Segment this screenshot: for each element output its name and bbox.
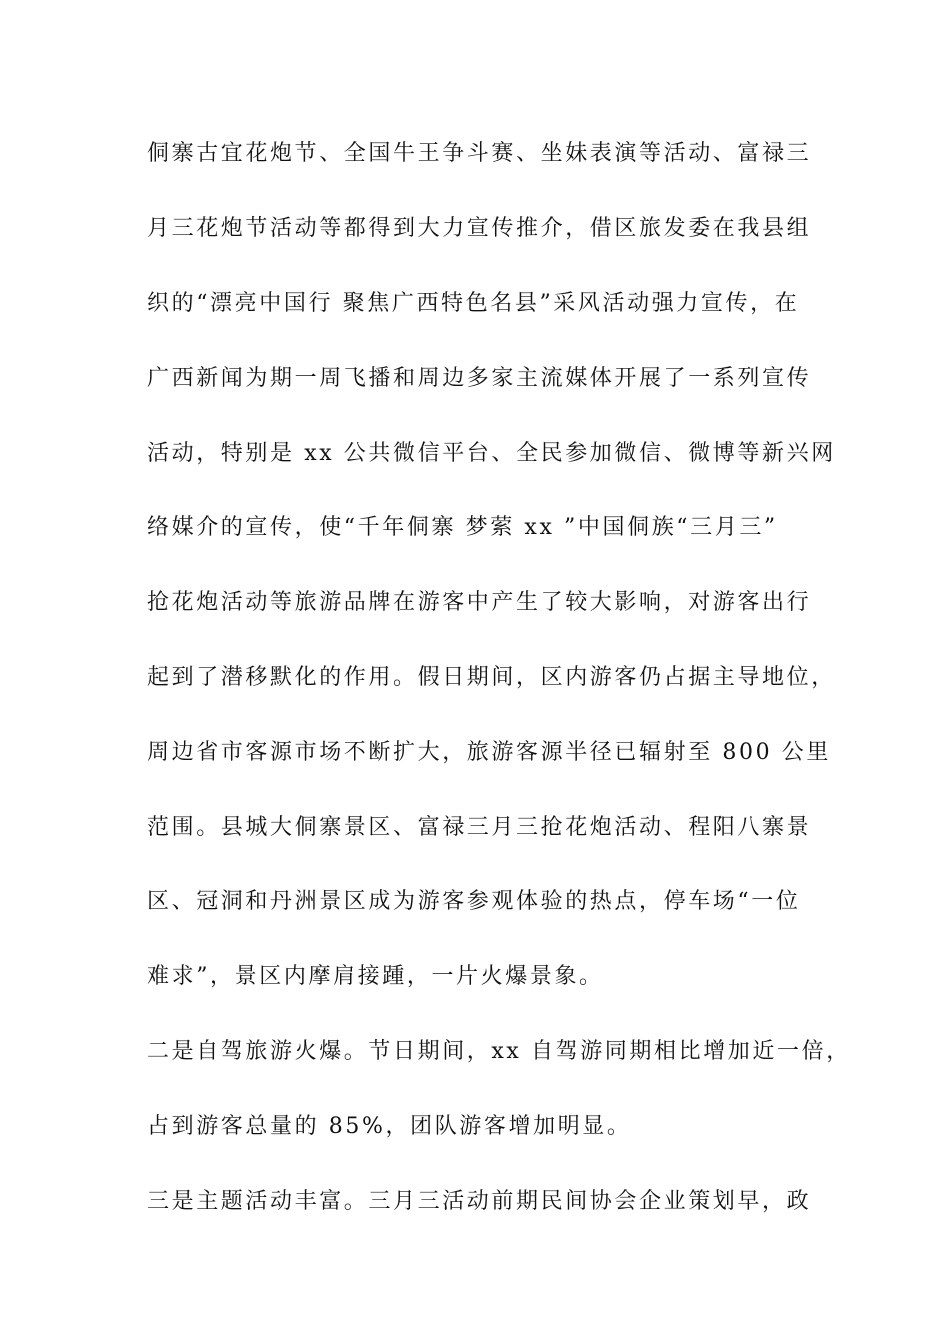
body-text-line: 三是主题活动丰富。三月三活动前期民间协会企业策划早，政 [147,1189,812,1214]
body-text-line: 起到了潜移默化的作用。假日期间，区内游客仍占据主导地位， [147,665,836,690]
body-text-line: 难求”，景区内摩肩接踵，一片火爆景象。 [147,964,604,989]
body-text-line: 二是自驾旅游火爆。节日期间，xx 自驾游同期相比增加近一倍， [147,1039,851,1064]
body-text-line: 广西新闻为期一周飞播和周边多家主流媒体开展了一系列宣传 [147,366,812,391]
body-text-line: 活动，特别是 xx 公共微信平台、全民参加微信、微博等新兴网 [147,441,836,466]
body-text-line: 周边省市客源市场不断扩大，旅游客源半径已辐射至 800 公里 [147,740,831,765]
body-text-line: 络媒介的宣传，使“千年侗寨 梦萦 xx ”中国侗族“三月三” [147,515,778,540]
body-text-line: 织的“漂亮中国行 聚焦广西特色名县”采风活动强力宣传，在 [147,291,800,316]
body-text-line: 区、冠洞和丹洲景区成为游客参观体验的热点，停车场“一位 [147,889,801,914]
body-text-line: 月三花炮节活动等都得到大力宣传推介，借区旅发委在我县组 [147,216,812,241]
body-text-line: 范围。县城大侗寨景区、富禄三月三抢花炮活动、程阳八寨景 [147,815,812,840]
body-text-line: 抢花炮活动等旅游品牌在游客中产生了较大影响，对游客出行 [147,590,812,615]
body-text-line: 占到游客总量的 85%，团队游客增加明显。 [147,1114,632,1139]
body-text-line: 侗寨古宜花炮节、全国牛王争斗赛、坐妹表演等活动、富禄三 [147,141,812,166]
